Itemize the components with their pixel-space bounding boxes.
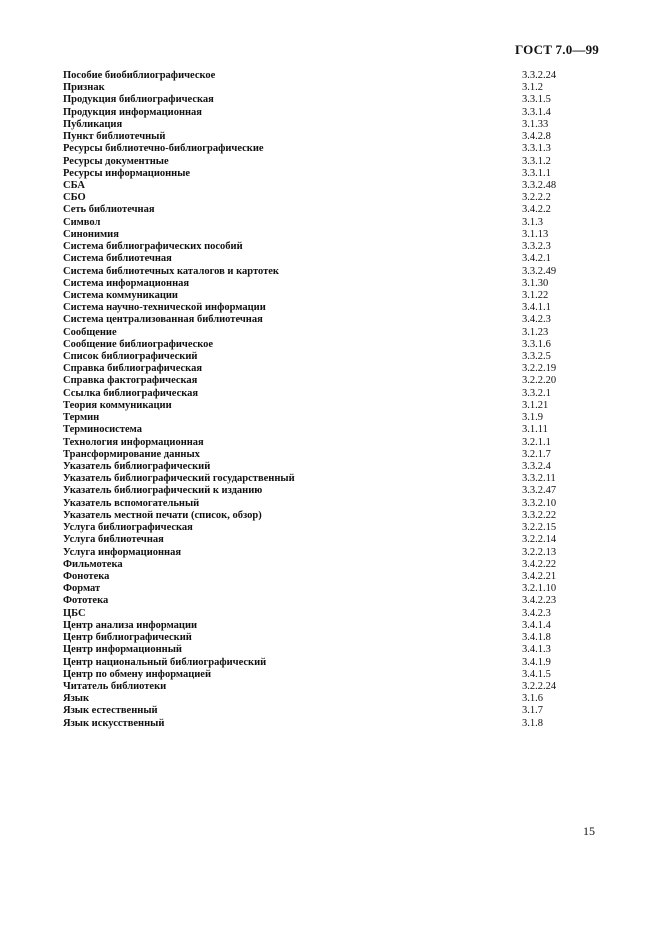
index-term: ЦБС — [63, 607, 86, 619]
index-row — [63, 693, 603, 705]
document-code: ГОСТ 7.0—99 — [515, 42, 599, 57]
index-reference: 3.3.1.3 — [522, 143, 551, 155]
index-reference: 3.1.9 — [522, 412, 543, 424]
index-row — [63, 94, 603, 106]
index-row — [63, 327, 603, 339]
index-reference: 3.1.23 — [522, 326, 549, 338]
index-row — [63, 302, 603, 314]
index-reference: 3.4.2.21 — [522, 570, 557, 582]
index-reference: 3.1.33 — [522, 118, 549, 130]
index-row — [63, 608, 603, 620]
index-row — [63, 400, 603, 412]
index-term: Фонотека — [63, 570, 110, 582]
index-term: Указатель местной печати (список, обзор) — [63, 509, 262, 521]
term-index-list — [63, 70, 603, 730]
index-term: Центр по обмену информацией — [63, 668, 212, 680]
index-reference: 3.1.2 — [522, 82, 543, 94]
index-term: Пункт библиотечный — [63, 131, 166, 143]
index-row — [63, 485, 603, 497]
index-reference: 3.1.6 — [522, 693, 543, 705]
index-row — [63, 204, 603, 216]
index-row — [63, 644, 603, 656]
index-row — [63, 412, 603, 424]
index-row — [63, 290, 603, 302]
index-row — [63, 192, 603, 204]
index-row — [63, 229, 603, 241]
index-term: Центр библиографический — [63, 632, 192, 644]
index-reference: 3.2.2.15 — [522, 522, 557, 534]
index-reference: 3.2.1.7 — [522, 448, 551, 460]
index-term: Продукция информационная — [63, 106, 202, 118]
index-term: Термин — [63, 412, 100, 424]
index-row — [63, 534, 603, 546]
index-term: Указатель библиографический — [63, 461, 211, 472]
index-row — [63, 156, 603, 168]
index-term: Система централизованная библиотечная — [63, 314, 263, 326]
index-reference: 3.2.2.2 — [522, 192, 551, 204]
index-term: Система библиотечных каталогов и картотек — [63, 265, 279, 277]
index-term: Признак — [63, 82, 105, 94]
index-term: Список библиографический — [63, 351, 198, 363]
index-row — [63, 669, 603, 681]
index-row — [63, 131, 603, 143]
index-reference: 3.4.1.5 — [522, 668, 551, 680]
index-row — [63, 461, 603, 473]
index-row — [63, 583, 603, 595]
index-term: Система информационная — [63, 277, 190, 289]
index-term: Фильмотека — [63, 558, 123, 570]
index-reference: 3.4.2.8 — [522, 131, 551, 143]
index-row — [63, 522, 603, 534]
index-row — [63, 620, 603, 632]
index-reference: 3.2.1.10 — [522, 583, 557, 595]
index-term: Услуга библиографическая — [63, 522, 193, 534]
index-term: Язык естественный — [63, 705, 158, 717]
index-reference: 3.2.2.14 — [522, 534, 557, 546]
index-reference: 3.4.1.3 — [522, 644, 551, 656]
index-term: Сообщение библиографическое — [63, 338, 214, 350]
index-row — [63, 498, 603, 510]
index-reference: 3.2.2.13 — [522, 546, 557, 558]
index-term: Справка фактографическая — [63, 375, 198, 387]
index-reference: 3.1.8 — [522, 717, 543, 729]
index-term: Сообщение — [63, 326, 117, 338]
index-reference: 3.3.2.47 — [522, 485, 557, 497]
index-term: Фототека — [63, 595, 109, 607]
index-row — [63, 180, 603, 192]
index-reference: 3.2.2.20 — [522, 375, 557, 387]
index-reference: 3.4.2.3 — [522, 314, 551, 326]
index-row — [63, 632, 603, 644]
index-reference: 3.3.2.22 — [522, 509, 557, 521]
index-row — [63, 375, 603, 387]
index-row — [63, 705, 603, 717]
index-reference: 3.3.2.48 — [522, 179, 557, 191]
index-reference: 3.1.30 — [522, 277, 549, 289]
index-reference: 3.2.2.24 — [522, 680, 557, 692]
index-term: Центр национальный библиографический — [63, 656, 267, 668]
index-row — [63, 571, 603, 583]
index-term: Услуга информационная — [63, 546, 182, 558]
index-term: Язык искусственный — [63, 717, 165, 729]
index-row — [63, 82, 603, 94]
index-row — [63, 559, 603, 571]
index-term: Указатель библиографический к изданию — [63, 485, 263, 497]
index-term: Система библиотечная — [63, 253, 172, 265]
index-term: СБО — [63, 192, 86, 204]
index-reference: 3.4.2.3 — [522, 607, 551, 619]
index-term: Синонимия — [63, 228, 119, 240]
index-term: Система коммуникации — [63, 289, 178, 301]
index-row — [63, 217, 603, 229]
index-term: Язык — [63, 693, 90, 705]
index-term: Указатель вспомогательный — [63, 497, 200, 509]
index-term: Продукция библиографическая — [63, 94, 214, 106]
index-term: Символ — [63, 216, 101, 228]
index-term: Справка библиографическая — [63, 363, 203, 375]
index-reference: 3.4.1.4 — [522, 619, 551, 631]
index-term: Услуга библиотечная — [63, 534, 164, 546]
index-reference: 3.3.2.10 — [522, 497, 557, 509]
index-reference: 3.1.7 — [522, 705, 543, 717]
index-reference: 3.1.3 — [522, 216, 543, 228]
index-term: Технология информационная — [63, 436, 204, 448]
index-term: Ресурсы информационные — [63, 167, 191, 179]
index-reference: 3.1.21 — [522, 399, 549, 411]
index-term: Публикация — [63, 118, 123, 130]
index-row — [63, 278, 603, 290]
index-row — [63, 473, 603, 485]
index-reference: 3.3.1.6 — [522, 338, 551, 350]
index-row — [63, 424, 603, 436]
index-row — [63, 107, 603, 119]
index-row — [63, 119, 603, 131]
index-reference: 3.4.2.23 — [522, 595, 557, 607]
index-row — [63, 718, 603, 730]
index-reference: 3.4.1.1 — [522, 302, 551, 314]
index-row — [63, 70, 603, 82]
index-term: Центр анализа информации — [63, 619, 198, 631]
index-term: Пособие биобиблиографическое — [63, 70, 216, 81]
index-term: Система научно-технической информации — [63, 302, 266, 314]
index-row — [63, 449, 603, 461]
index-row — [63, 363, 603, 375]
index-row — [63, 168, 603, 180]
index-term: Ресурсы документные — [63, 155, 169, 167]
index-reference: 3.3.2.49 — [522, 265, 557, 277]
index-reference: 3.2.2.19 — [522, 363, 557, 375]
index-reference: 3.4.1.9 — [522, 656, 551, 668]
index-row — [63, 437, 603, 449]
index-term: Ресурсы библиотечно-библиографические — [63, 143, 264, 155]
index-term: Система библиографических пособий — [63, 241, 243, 253]
index-reference: 3.4.1.8 — [522, 632, 551, 644]
index-reference: 3.3.2.3 — [522, 241, 551, 253]
index-reference: 3.3.2.4 — [522, 461, 551, 472]
index-row — [63, 595, 603, 607]
index-reference: 3.3.1.4 — [522, 106, 551, 118]
index-reference: 3.1.22 — [522, 289, 549, 301]
index-term: Формат — [63, 583, 101, 595]
index-row — [63, 388, 603, 400]
page-number: 15 — [583, 824, 595, 838]
index-reference: 3.3.2.5 — [522, 351, 551, 363]
index-row — [63, 241, 603, 253]
index-reference: 3.3.1.1 — [522, 167, 551, 179]
index-row — [63, 253, 603, 265]
index-term: Терминосистема — [63, 424, 142, 436]
index-row — [63, 681, 603, 693]
index-row — [63, 143, 603, 155]
index-row — [63, 314, 603, 326]
index-term: Сеть библиотечная — [63, 204, 155, 216]
index-row — [63, 547, 603, 559]
index-term: Читатель библиотеки — [63, 680, 167, 692]
index-term: Ссылка библиографическая — [63, 387, 199, 399]
index-term: Указатель библиографический государственный — [63, 473, 295, 485]
index-reference: 3.1.13 — [522, 228, 549, 240]
index-reference: 3.4.2.1 — [522, 253, 551, 265]
index-reference: 3.3.2.1 — [522, 387, 551, 399]
index-reference: 3.4.2.22 — [522, 558, 557, 570]
index-reference: 3.1.11 — [522, 424, 548, 436]
index-term: Теория коммуникации — [63, 399, 172, 411]
index-row — [63, 339, 603, 351]
index-reference: 3.4.2.2 — [522, 204, 551, 216]
index-term: Центр информационный — [63, 644, 182, 656]
index-reference: 3.3.2.24 — [522, 70, 557, 81]
index-reference: 3.2.1.1 — [522, 436, 551, 448]
index-reference: 3.3.2.11 — [522, 473, 556, 485]
index-row — [63, 266, 603, 278]
index-term: Трансформирование данных — [63, 448, 200, 460]
index-reference: 3.3.1.5 — [522, 94, 551, 106]
index-row — [63, 510, 603, 522]
index-row — [63, 657, 603, 669]
index-row — [63, 351, 603, 363]
index-term: СБА — [63, 179, 85, 191]
index-reference: 3.3.1.2 — [522, 155, 551, 167]
